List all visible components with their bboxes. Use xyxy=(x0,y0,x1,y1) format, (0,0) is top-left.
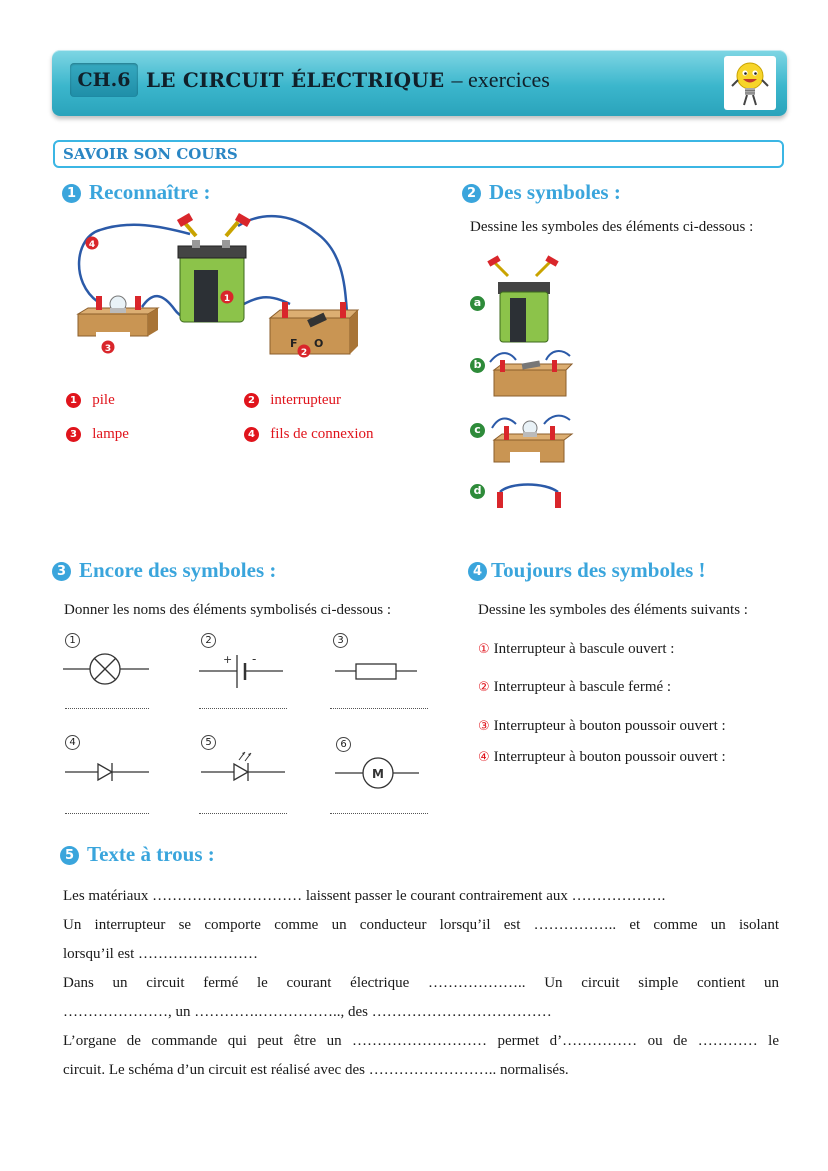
symbol-6-number: 6 xyxy=(336,737,351,752)
resistor-symbol xyxy=(331,650,426,690)
ex4-item-label: Interrupteur à bascule fermé : xyxy=(493,679,672,695)
circuit-illustration xyxy=(60,212,380,362)
ex4-item-number: ③ xyxy=(478,719,490,734)
ex1-title xyxy=(62,180,211,205)
answer-line-1[interactable] xyxy=(65,708,149,709)
answer-line-3[interactable] xyxy=(330,708,428,709)
symbol-2-number: 2 xyxy=(201,633,216,648)
marker-1: 1 xyxy=(223,294,231,304)
item-a-badge: a xyxy=(470,296,485,311)
symbol-1-number: 1 xyxy=(65,633,80,648)
ex4-item-number: ② xyxy=(478,680,490,695)
fill-line-2: Un interrupteur se comporte comme un conducteur lorsqu’il est …………….. et comme un isolant xyxy=(63,917,779,933)
item-d-badge: d xyxy=(470,484,485,499)
ex4-item-number: ④ xyxy=(478,750,490,765)
symbol-5-number: 5 xyxy=(201,735,216,750)
legend-label: lampe xyxy=(92,426,129,442)
lamp-symbol xyxy=(63,650,153,690)
item-b-badge: b xyxy=(470,358,485,373)
legend-item-lampe xyxy=(66,426,129,443)
ex5-title xyxy=(60,842,215,867)
ex3-number: 3 xyxy=(52,562,71,581)
section-label: SAVOIR SON COURS xyxy=(63,145,238,163)
plus-sign: + xyxy=(223,653,233,666)
ex4-item-1 xyxy=(478,641,674,658)
fill-in-text xyxy=(63,882,779,1085)
header-banner xyxy=(52,50,787,116)
fill-line-5: …………………, un ………….…………….., des ……………………………… xyxy=(63,1004,552,1020)
ex4-item-label: Interrupteur à bouton poussoir ouvert : xyxy=(493,718,726,734)
answer-line-6[interactable] xyxy=(330,813,428,814)
ex4-item-number: ① xyxy=(478,642,490,657)
lamp-image xyxy=(486,410,576,468)
page-title-main: LE CIRCUIT ÉLECTRIQUE xyxy=(146,68,445,92)
legend-number: 2 xyxy=(244,393,259,408)
item-c-badge: c xyxy=(470,423,485,438)
ex4-instruction: Dessine les symboles des éléments suivants : xyxy=(478,602,748,618)
fill-line-3: lorsqu’il est …………………… xyxy=(63,946,258,962)
symbol-3-number: 3 xyxy=(333,633,348,648)
legend-number: 3 xyxy=(66,427,81,442)
minus-sign: - xyxy=(252,652,257,666)
bulb-mascot xyxy=(724,56,776,110)
ex1-number: 1 xyxy=(62,184,81,203)
section-bar xyxy=(53,140,784,168)
motor-symbol xyxy=(331,752,426,792)
fill-line-4: Dans un circuit fermé le courant électrique ……………….. Un circuit simple contient un xyxy=(63,975,779,991)
ex5-number: 5 xyxy=(60,846,79,865)
switch-image xyxy=(486,348,576,400)
legend-item-fils xyxy=(244,426,374,443)
ex3-title-text: Encore des symboles : xyxy=(79,558,277,582)
symbol-4-number: 4 xyxy=(65,735,80,750)
ex4-item-3 xyxy=(478,718,726,735)
ex4-item-label: Interrupteur à bouton poussoir ouvert : xyxy=(493,749,726,765)
legend-number: 4 xyxy=(244,427,259,442)
legend-number: 1 xyxy=(66,393,81,408)
ex3-title xyxy=(52,558,276,583)
marker-3: 3 xyxy=(104,344,112,354)
legend-label: fils de connexion xyxy=(270,426,374,442)
marker-2: 2 xyxy=(300,348,308,358)
diode-symbol xyxy=(63,754,153,790)
legend-label: interrupteur xyxy=(270,392,342,408)
ex4-number: 4 xyxy=(468,562,487,581)
ex4-item-2 xyxy=(478,679,671,696)
ex4-title-text: Toujours des symboles ! xyxy=(491,558,706,582)
legend-item-pile xyxy=(66,392,115,409)
answer-line-5[interactable] xyxy=(199,813,287,814)
chapter-badge: CH.6 xyxy=(70,63,138,97)
lightbulb-icon xyxy=(724,56,776,110)
answer-line-4[interactable] xyxy=(65,813,149,814)
page-title xyxy=(146,63,550,97)
ex2-title xyxy=(462,180,621,205)
ex5-title-text: Texte à trous : xyxy=(87,842,215,866)
switch-label-o: O xyxy=(314,337,324,350)
motor-label: M xyxy=(372,767,384,781)
fill-line-6: L’organe de commande qui peut être un ……………………… permet d’…………… ou de ………… le xyxy=(63,1033,779,1049)
marker-4: 4 xyxy=(88,240,96,250)
ex2-title-text: Des symboles : xyxy=(489,180,621,204)
battery-image xyxy=(486,254,576,344)
ex2-number: 2 xyxy=(462,184,481,203)
page-subtitle: – exercices xyxy=(451,67,550,92)
cell-symbol xyxy=(199,650,289,690)
ex2-instruction: Dessine les symboles des éléments ci-dessous : xyxy=(470,219,754,235)
ex3-instruction: Donner les noms des éléments symbolisés ci-dessous : xyxy=(64,602,392,618)
legend-label: pile xyxy=(92,392,115,408)
wire-image xyxy=(490,478,570,512)
legend-item-interrupteur xyxy=(244,392,341,409)
switch-label-f: F xyxy=(290,337,298,350)
ex4-title xyxy=(468,558,706,583)
ex4-item-4 xyxy=(478,749,726,766)
fill-line-1: Les matériaux ………………………… laissent passer le courant contrairement aux ………………. xyxy=(63,888,666,904)
ex1-title-text: Reconnaître : xyxy=(89,180,211,204)
ex4-item-label: Interrupteur à bascule ouvert : xyxy=(493,641,675,657)
answer-line-2[interactable] xyxy=(199,708,287,709)
led-symbol xyxy=(199,748,289,790)
fill-line-7: circuit. Le schéma d’un circuit est réalisé avec des …………………….. normalisés. xyxy=(63,1062,569,1078)
